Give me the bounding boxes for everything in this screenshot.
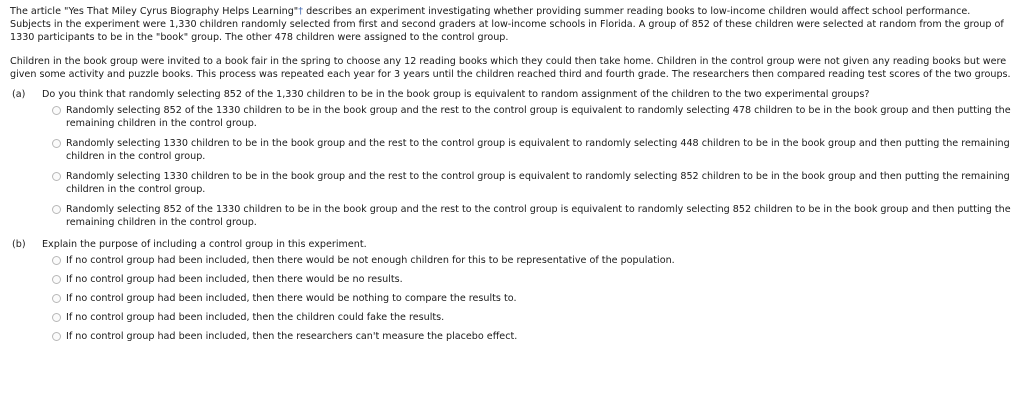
part-a-option-3[interactable] xyxy=(52,170,1012,196)
option-label: Randomly selecting 1330 children to be in the book group and the rest to the control group is equivalent to randomly selecting 448 children to be in the book group and then putting the remaining children in the control group. xyxy=(66,138,1010,162)
radio-button[interactable] xyxy=(52,332,61,341)
part-a-letter: (a) xyxy=(12,89,26,100)
part-a-option-1[interactable] xyxy=(52,104,1012,130)
option-label: Randomly selecting 852 of the 1330 children to be in the book group and the rest to the control group is equivalent to randomly selecting 852 children to be in the book group and then putting the remaining children in the control group. xyxy=(66,204,1011,228)
option-label: If no control group had been included, then there would be nothing to compare the results to. xyxy=(66,293,517,304)
part-b-option-1[interactable] xyxy=(52,254,1012,267)
part-a-option-2[interactable] xyxy=(52,137,1012,163)
option-label: If no control group had been included, then there would be not enough children for this to be representative of the population. xyxy=(66,255,675,266)
part-b-option-5[interactable] xyxy=(52,330,1012,343)
part-b-option-3[interactable] xyxy=(52,292,1012,305)
intro-text-rest: describes an experiment investigating whether providing summer reading books to low-income children would affect school performance. Subjects in the experiment were 1,330 children randomly selected from first and second graders at low-income schools in Florida. A group of 852 of these children were selected at random from the group of 1330 participants to be in the "book" group. The other 478 children were assigned to the control group. xyxy=(10,6,1004,43)
part-b-option-4[interactable] xyxy=(52,311,1012,324)
intro-paragraph-1 xyxy=(10,5,1012,44)
option-label: Randomly selecting 1330 children to be in the book group and the rest to the control group is equivalent to randomly selecting 852 children to be in the book group and then putting the remaining children in the control group. xyxy=(66,171,1010,195)
part-b-header xyxy=(10,238,1012,251)
radio-button[interactable] xyxy=(52,294,61,303)
option-label: If no control group had been included, then the researchers can't measure the placebo effect. xyxy=(66,331,518,342)
part-a-option-4[interactable] xyxy=(52,203,1012,229)
part-b-question: Explain the purpose of including a control group in this experiment. xyxy=(42,239,367,250)
radio-button[interactable] xyxy=(52,139,61,148)
part-a-question: Do you think that randomly selecting 852 of the 1,330 children to be in the book group is equivalent to random assignment of the children to the two experimental groups? xyxy=(42,89,870,100)
problem-intro xyxy=(10,5,1012,81)
radio-button[interactable] xyxy=(52,313,61,322)
footnote-dagger[interactable]: † xyxy=(298,6,304,17)
part-b-option-2[interactable] xyxy=(52,273,1012,286)
option-label: If no control group had been included, then the children could fake the results. xyxy=(66,312,445,323)
intro-text-start: The article "Yes That Miley Cyrus Biography Helps Learning" xyxy=(10,6,299,17)
part-a xyxy=(10,88,1012,229)
part-b-letter: (b) xyxy=(12,239,26,250)
radio-button[interactable] xyxy=(52,205,61,214)
part-b-options xyxy=(52,254,1012,343)
radio-button[interactable] xyxy=(52,256,61,265)
part-a-options xyxy=(52,104,1012,229)
option-label: Randomly selecting 852 of the 1330 children to be in the book group and the rest to the control group is equivalent to randomly selecting 478 children to be in the book group and then putting the remaining children in the control group. xyxy=(66,105,1011,129)
option-label: If no control group had been included, then there would be no results. xyxy=(66,274,403,285)
radio-button[interactable] xyxy=(52,275,61,284)
radio-button[interactable] xyxy=(52,172,61,181)
part-b xyxy=(10,238,1012,343)
radio-button[interactable] xyxy=(52,106,61,115)
part-a-header xyxy=(10,88,1012,101)
intro-paragraph-2: Children in the book group were invited to a book fair in the spring to choose any 12 reading books which they could then take home. Children in the control group were not given any reading books but were given some activity and puzzle books. This process was repeated each year for 3 years until the children reached third and fourth grade. The researchers then compared reading test scores of the two groups. xyxy=(10,56,1011,80)
